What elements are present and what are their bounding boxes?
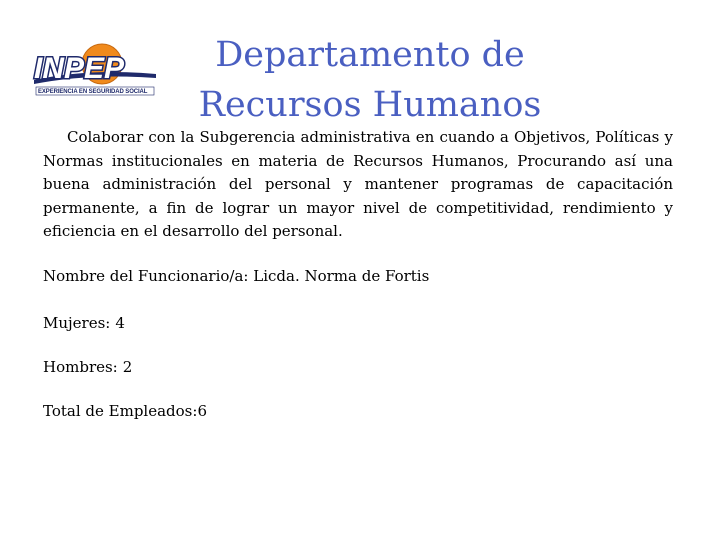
men-label: Hombres: [43, 358, 118, 376]
women-value: 4 [115, 314, 125, 332]
men-field [43, 357, 132, 377]
title-line-2: Recursos Humanos [198, 85, 542, 125]
official-label: Nombre del Funcionario/a: [43, 267, 249, 285]
official-value: Licda. Norma de Fortis [253, 267, 430, 285]
total-employees-field [43, 401, 207, 421]
women-label: Mujeres: [43, 314, 111, 332]
total-value: 6 [197, 402, 207, 420]
title-line-1: Departamento de [215, 35, 525, 75]
women-field [43, 313, 125, 333]
total-label: Total de Empleados: [43, 402, 198, 420]
department-description: Colaborar con la Subgerencia administrativa en cuando a Objetivos, Políticas y Normas institucionales en materia de Recursos Humanos, Procurando así una buena administración del personal y mantener programas de capacitación permanente, a fin de lograr un mayor nivel de competitividad, rendimiento y eficiencia en el desarrollo del personal. [43, 128, 673, 240]
men-value: 2 [122, 358, 133, 376]
page-title [160, 30, 580, 130]
logo-wordmark: INPEP [34, 52, 125, 85]
logo-tagline: EXPERIENCIA EN SEGURIDAD SOCIAL [38, 89, 148, 95]
inpep-logo [30, 40, 160, 102]
official-field [43, 266, 429, 286]
